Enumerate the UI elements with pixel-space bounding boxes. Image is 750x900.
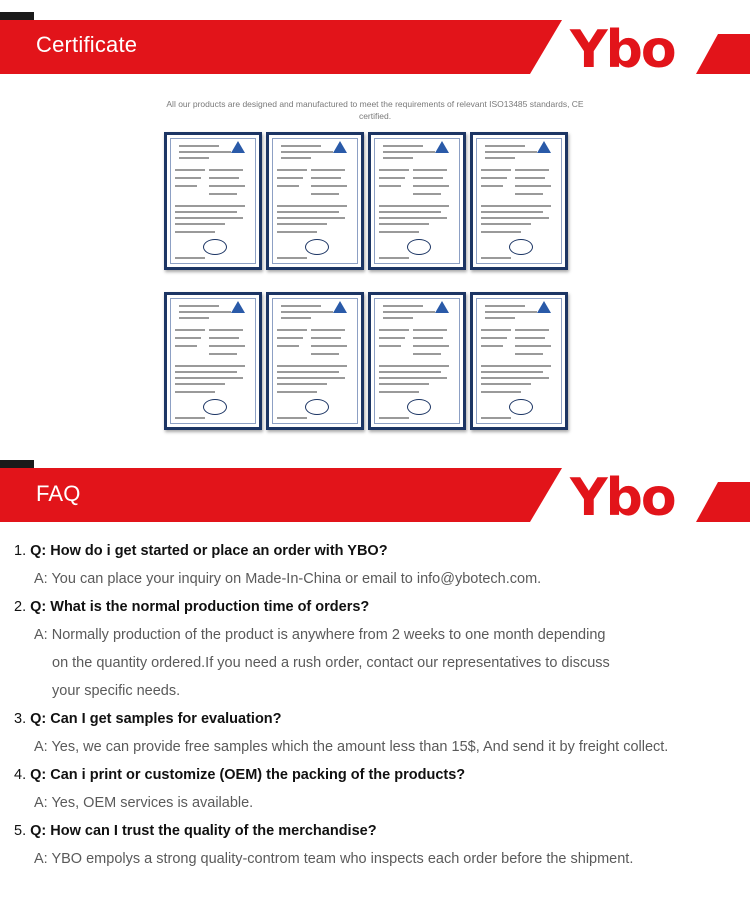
certificate-text-line [379,169,409,171]
certificate-intro-text: All our products are designed and manufactured to meet the requirements of relevant ISO13485 standards, CE certified. [166,99,584,121]
faq-item [14,593,744,705]
certificate-text-line [481,345,503,347]
certificate-text-line [485,311,537,313]
certificate-text-line [175,231,215,233]
certificate-text-line [175,391,215,393]
certificate-text-line [277,417,307,419]
certification-mark-icon [231,141,245,153]
certificate-text-line [281,157,311,159]
certificate-text-line [179,305,219,307]
certificate-text-line [277,345,299,347]
certificate-seal [203,239,227,255]
certificate-text-line [481,257,511,259]
certificate-text-line [379,337,405,339]
certificate-text-line [277,377,345,379]
certificate-text-line [481,169,511,171]
certificate-text-line [481,231,521,233]
certificate-text-line [481,417,511,419]
certificate-text-line [179,157,209,159]
faq-banner [0,460,750,535]
certificate-text-line [277,211,339,213]
certificate-4[interactable] [470,132,568,270]
certificate-text-line [481,329,511,331]
certificate-text-line [379,231,419,233]
faq-question: Q: How can I trust the quality of the merchandise? [30,823,377,839]
certificate-8[interactable] [470,292,568,430]
certificate-text-line [281,311,333,313]
certificate-text-line [485,145,525,147]
faq-title: FAQ [36,481,81,506]
faq-number: 2. [14,599,27,615]
faq-question: Q: Can I get samples for evaluation? [30,711,282,727]
certificate-banner [0,12,750,87]
certificate-text-line [175,383,225,385]
certificate-7[interactable] [368,292,466,430]
certificate-text-line [413,193,441,195]
certificate-text-line [515,193,543,195]
faq-item [14,817,744,873]
certificate-text-line [481,383,531,385]
certificate-3[interactable] [368,132,466,270]
certificate-text-line [515,169,549,171]
certificate-text-line [277,205,347,207]
certificate-text-line [383,145,423,147]
faq-answer: A: Normally production of the product is anywhere from 2 weeks to one month depending [34,627,606,643]
certificate-text-line [277,257,307,259]
certificate-text-line [515,353,543,355]
certificate-text-line [209,185,245,187]
certificate-text-line [277,337,303,339]
certificate-seal [509,399,533,415]
certification-mark-icon [435,141,449,153]
certificate-text-line [175,205,245,207]
certificate-text-line [175,377,243,379]
certificate-text-line [515,329,549,331]
certificate-text-line [379,365,449,367]
faq-answer: A: You can place your inquiry on Made-In-China or email to info@ybotech.com. [34,571,542,587]
certification-mark-icon [435,301,449,313]
faq-number: 3. [14,711,27,727]
certificate-text-line [481,185,503,187]
certificate-text-line [481,177,507,179]
faq-list [14,537,744,873]
certificate-text-line [179,311,231,313]
certificate-text-line [413,337,443,339]
certificate-text-line [379,185,401,187]
certificate-text-line [383,151,435,153]
certificate-text-line [481,371,543,373]
faq-number: 1. [14,543,27,559]
certificate-title: Certificate [36,32,138,57]
faq-answer: A: YBO empolys a strong quality-controm team who inspects each order before the shipment. [34,851,634,867]
certification-mark-icon [333,141,347,153]
certificate-text-line [281,151,333,153]
certificate-text-line [277,217,345,219]
certificate-text-line [277,371,339,373]
certificate-text-line [179,145,219,147]
certificate-text-line [383,305,423,307]
certificate-text-line [175,345,197,347]
certificate-text-line [277,329,307,331]
certificate-text-line [481,391,521,393]
certificate-6[interactable] [266,292,364,430]
certificate-2[interactable] [266,132,364,270]
certificate-text-line [311,345,347,347]
faq-number: 5. [14,823,27,839]
certificate-text-line [277,391,317,393]
certificate-seal [305,239,329,255]
certificate-text-line [209,353,237,355]
certificate-text-line [379,211,441,213]
certificate-text-line [175,223,225,225]
faq-item [14,537,744,593]
faq-question: Q: How do i get started or place an order with YBO? [30,543,388,559]
certificate-text-line [481,337,507,339]
certification-mark-icon [537,141,551,153]
certificate-1[interactable] [164,132,262,270]
certificate-text-line [175,337,201,339]
certificate-text-line [481,217,549,219]
certification-mark-icon [537,301,551,313]
certificate-text-line [413,353,441,355]
faq-item [14,761,744,817]
certificate-text-line [383,157,413,159]
certificate-text-line [281,145,321,147]
certificate-text-line [413,169,447,171]
certificate-text-line [413,345,449,347]
certificate-text-line [311,177,341,179]
certificate-text-line [481,377,549,379]
certificate-text-line [277,169,307,171]
certification-mark-icon [333,301,347,313]
certificate-text-line [175,217,243,219]
certificate-text-line [277,365,347,367]
certificate-text-line [281,305,321,307]
faq-item [14,705,744,761]
certification-mark-icon [231,301,245,313]
certificate-text-line [379,391,419,393]
certificate-text-line [277,223,327,225]
faq-answer-continued: on the quantity ordered.If you need a rush order, contact our representatives to discuss [52,655,610,671]
certificate-text-line [175,211,237,213]
certificate-text-line [379,205,449,207]
certificate-text-line [209,177,239,179]
certificate-text-line [413,329,447,331]
certificate-seal [203,399,227,415]
certificate-text-line [281,317,311,319]
certificate-text-line [481,205,551,207]
ybo-logo: Ybo [570,468,675,528]
certificate-text-line [515,345,551,347]
certificate-text-line [379,329,409,331]
certificate-text-line [175,371,237,373]
certificate-text-line [379,177,405,179]
certificate-text-line [175,177,201,179]
certificate-text-line [485,157,515,159]
certificate-text-line [481,223,531,225]
certificate-text-line [379,217,447,219]
faq-answer: A: Yes, we can provide free samples which the amount less than 15$, And send it by freight collect. [34,739,669,755]
certificate-text-line [413,177,443,179]
certificate-text-line [379,257,409,259]
certificate-text-line [383,317,413,319]
certificate-seal [509,239,533,255]
certificate-text-line [277,177,303,179]
certificate-text-line [277,231,317,233]
certificate-text-line [179,317,209,319]
certificate-text-line [175,417,205,419]
certificate-text-line [209,169,243,171]
certificate-seal [407,239,431,255]
certificate-text-line [379,371,441,373]
faq-question: Q: What is the normal production time of orders? [30,599,370,615]
certificate-text-line [379,377,447,379]
certificate-text-line [485,305,525,307]
certificate-text-line [481,211,543,213]
certificate-text-line [379,383,429,385]
faq-number: 4. [14,767,27,783]
certificate-text-line [379,345,401,347]
certificate-5[interactable] [164,292,262,430]
certificate-text-line [379,417,409,419]
certificate-text-line [311,353,339,355]
certificate-text-line [383,311,435,313]
certificate-text-line [481,365,551,367]
certificate-text-line [413,185,449,187]
ybo-logo: Ybo [570,20,675,80]
certificate-text-line [209,329,243,331]
faq-answer-continued: your specific needs. [52,683,181,699]
certificate-text-line [209,193,237,195]
faq-question: Q: Can i print or customize (OEM) the packing of the products? [30,767,466,783]
certificate-text-line [179,151,231,153]
certificate-text-line [311,169,345,171]
certificate-text-line [379,223,429,225]
certificate-text-line [175,169,205,171]
certificate-text-line [209,345,245,347]
certificate-text-line [311,329,345,331]
certificate-text-line [209,337,239,339]
certificate-text-line [311,185,347,187]
certificate-text-line [311,193,339,195]
certificate-text-line [485,317,515,319]
certificate-text-line [515,337,545,339]
certificate-seal [407,399,431,415]
certificate-text-line [515,177,545,179]
faq-answer: A: Yes, OEM services is available. [34,795,254,811]
certificate-text-line [485,151,537,153]
certificate-text-line [515,185,551,187]
certificate-text-line [175,329,205,331]
certificate-text-line [277,185,299,187]
certificate-seal [305,399,329,415]
certificate-text-line [175,257,205,259]
certificate-text-line [311,337,341,339]
certificate-text-line [175,185,197,187]
certificate-text-line [277,383,327,385]
certificate-text-line [175,365,245,367]
